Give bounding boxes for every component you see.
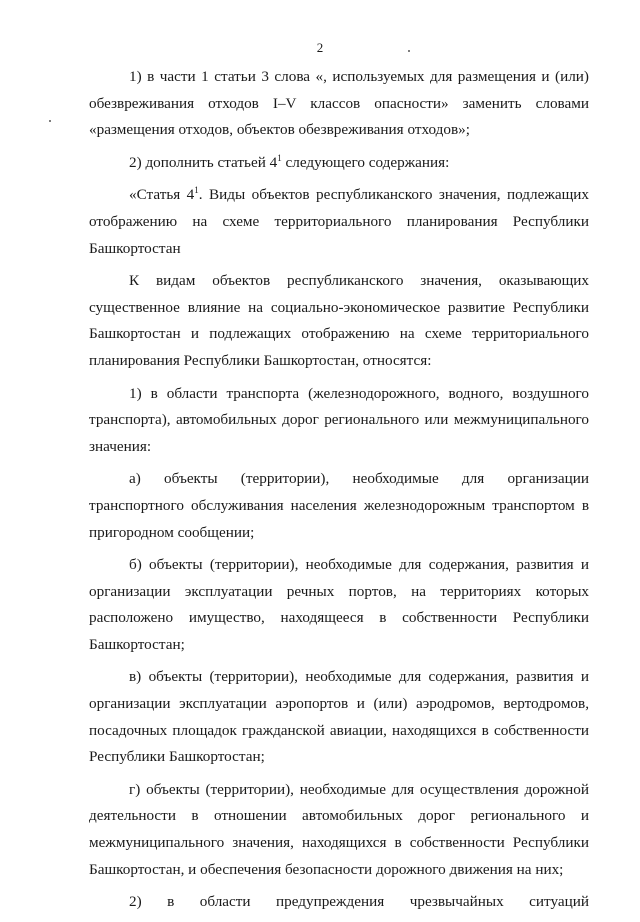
article-superscript: 1 bbox=[277, 152, 282, 163]
subitem-v: в) объекты (территории), необходимые для содержания, развития и организации эксплуатации аэропортов и (или) аэродромов, вертодромов, посадочных площадок гражданской авиации, находящихся в собственности Республики Башкортостан; bbox=[89, 668, 589, 766]
scan-speck bbox=[49, 120, 51, 122]
paragraph-item-2-tail: следующего содержания: bbox=[281, 153, 450, 171]
subitem-g: г) объекты (территории), необходимые для осуществления дорожной деятельности в отношении автомобильных дорог регионального и межмуниципального значения, находящихся в собственности Республики Башкортостан, и обеспечения безопасности дорожного движения на них; bbox=[89, 780, 589, 878]
paragraph-item-1: 1) в части 1 статьи 3 слова «, используемых для размещения и (или) обезвреживания отходов I–V классов опасности» заменить словами «размещения отходов, объектов обезвреживания отходов»; bbox=[89, 68, 589, 139]
subitem-b: б) объекты (территории), необходимые для содержания, развития и организации эксплуатации речных портов, на территориях которых расположено имущество, находящееся в собственности Республики Башкортостан; bbox=[89, 556, 589, 653]
document-body bbox=[89, 64, 589, 922]
transport-item: 1) в области транспорта (железнодорожного, водного, воздушного транспорта), автомобильных дорог регионального или межмуниципального значения: bbox=[89, 384, 589, 455]
scan-speck bbox=[408, 50, 410, 52]
paragraph-item-2 bbox=[89, 150, 589, 177]
article-heading-title: . Виды объектов республиканского значения, подлежащих отображению на схеме территориального планирования Республики Башкортостан bbox=[89, 186, 589, 257]
article-intro-paragraph: К видам объектов республиканского значения, оказывающих существенное влияние на социально-экономическое развитие Республики Башкортостан и подлежащих отображению на схеме территориального планирования Республики Башкортостан, относятся: bbox=[89, 272, 589, 369]
article-heading bbox=[89, 182, 589, 262]
article-superscript: 1 bbox=[194, 185, 199, 196]
subitem-a: а) объекты (территории), необходимые для организации транспортного обслуживания населения железнодорожным транспортом в пригородном сообщении; bbox=[89, 470, 589, 541]
article-heading-prefix: «Статья 4 bbox=[129, 186, 195, 204]
paragraph-item-2-text: 2) дополнить статьей 4 bbox=[129, 153, 278, 171]
page-number: 2 bbox=[316, 40, 324, 55]
emergency-item: 2) в области предупреждения чрезвычайных ситуаций bbox=[129, 893, 589, 911]
